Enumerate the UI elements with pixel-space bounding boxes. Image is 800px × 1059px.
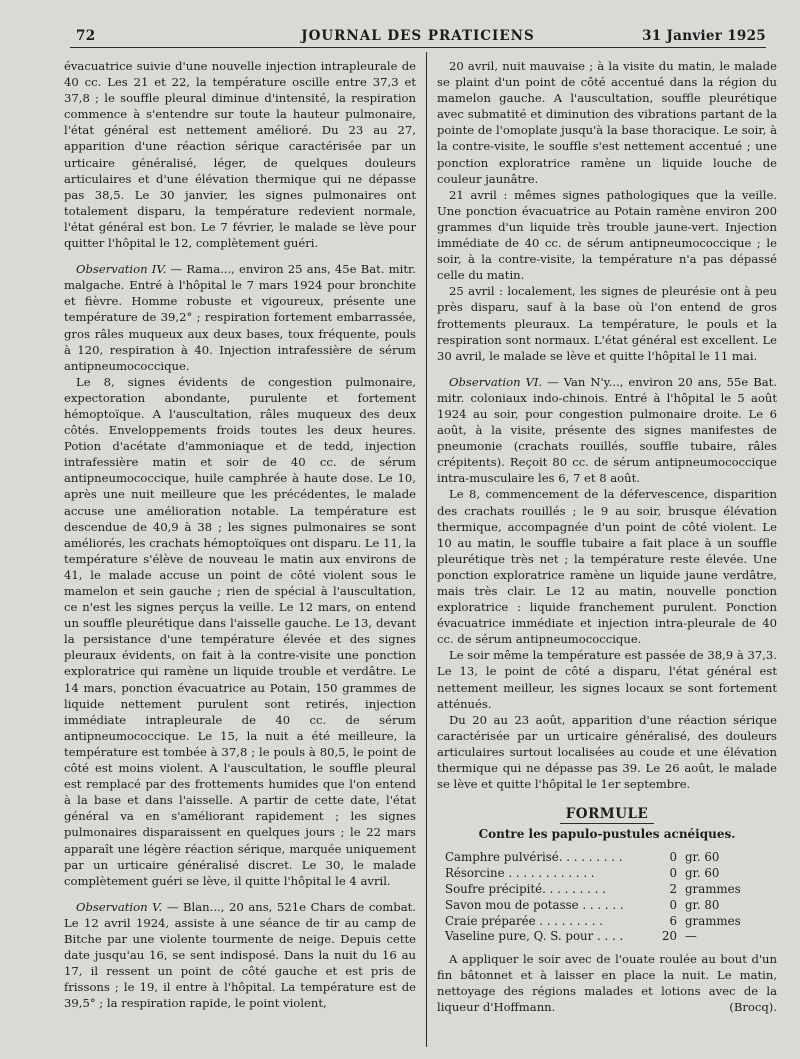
paragraph: Du 20 au 23 août, apparition d'une réaction sérique caractérisée par un urticaire généralisé, des douleurs articulaires surtout localisées au coude et une élévation thermique qui ne dépasse pas 39. Le 26 août, le malade se lève et quitte l'hôpital le 1er septembre. (437, 712, 777, 792)
observation-6 (437, 374, 777, 487)
issue-date: 31 Janvier 1925 (642, 28, 766, 44)
page-number: 72 (76, 28, 96, 44)
formule-signature: (Brocq). (729, 1000, 777, 1015)
paragraph: Le 8, commencement de la défervescence, disparition des crachats rouillés ; le 9 au soir, brusque élévation thermique, accompagnée d'un point de côté violent. Le 10 au matin, le souffle tubaire a fait place à un souffle pleurétique très net ; la température reste élevée. Une ponction exploratrice ramène un liquide jaune verdâtre, mais très clair. Le 12 au matin, nouvelle ponction exploratrice : liquide franchement purulent. Ponction évacuatrice immédiate et injection intra-pleurale de 40 cc. de sérum antipneumococcique. (437, 487, 777, 647)
right-column (437, 58, 777, 1048)
paragraph: 21 avril : mêmes signes pathologiques que la veille. Une ponction évacuatrice au Potain ramène environ 200 grammes d'un liquide très trouble jaune-vert. Injection immédiate de 40 cc. de sérum antipneumococcique ; le soir, à la contre-visite, la température n'a pas dépassé celle du matin. (437, 187, 777, 283)
header-rule (70, 47, 766, 48)
paragraph: 25 avril : localement, les signes de pleurésie ont à peu près disparu, sauf à la base où l'on entend de gros frottements pleuraux. La température, le pouls et la respiration sont normaux. L'état général est excellent. Le 30 avril, le malade se lève et quitte l'hôpital le 11 mai. (437, 284, 777, 363)
paragraph: Le soir même la température est passée de 38,9 à 37,3. Le 13, le point de côté a disparu, l'état général est nettement meilleur, les signes locaux se sont fortement atténués. (437, 648, 777, 711)
journal-title: JOURNAL DES PRATICIENS (301, 28, 535, 44)
recipe-row: Camphre pulvérisé. . . . . . . . . 0 gr. 60 (445, 850, 720, 865)
recipe-row: Vaseline pure, Q. S. pour . . . . 20 — (445, 929, 697, 944)
paragraph: Le 8, signes évidents de congestion pulmonaire, expectoration abondante, purulente et fortement hémoptoïque. A l'auscultation, râles muqueux des deux côtés. Enveloppements froids toutes les deux heures. Potion d'acétate d'ammoniaque et de tedd, injection intrafessière matin et soir de 40 cc. de sérum antipneumococcique, huile camphrée à haute dose. Le 10, après une nuit meilleure que les précédentes, le malade accuse une amélioration notable. La température est descendue de 40,9 à 38 ; les signes pulmonaires se sont améliorés, les crachats hémoptoïques ont disparu. Le 11, la température s'élève de nouveau le matin aux environs de 41, le malade accuse un point de côté violent sous le mamelon et sein gauche ; rien de spécial à l'auscultation, ce n'est les signes perçus la veille. Le 12 mars, on entend un souffle pleurétique dans l'aisselle gauche. Le 13, devant la persistance d'une température élevée et des signes pleuraux évidents, on fait à la contre-visite une ponction exploratrice qui ramène un liquide trouble et verdâtre. Le 14 mars, ponction évacuatrice au Potain, 150 grammes de liquide nettement purulent sont retirés, injection immédiate intrapleurale de 40 cc. de sérum antipneumococcique. Le 15, la nuit a été meilleure, la température est tombée à 37,8 ; le pouls à 80,5, le point de côté est moins violent. A l'auscultation, le souffle pleural est remplacé par des frottements humides que l'on entend à la base et dans l'aisselle. A partir de cette date, l'état général va en s'améliorant rapidement ; les signes pulmonaires disparaissent en quelques jours ; le 22 mars apparaît une légère réaction sérique, marquée uniquement par un urticaire généralisé discret. Le 30, le malade complètement guéri se lève, il quitte l'hôpital le 4 avril. (64, 374, 416, 888)
observation-4 (64, 261, 416, 374)
observation-label: Observation IV. (76, 262, 167, 277)
formule-subtitle: Contre les papulo-pustules acnéiques. (478, 827, 736, 842)
formule-instructions: A appliquer le soir avec de l'ouate roulée au bout d'un fin bâtonnet et à laisser en place la nuit. Le matin, nettoyage des régions malades et lotions avec de la liqueur d'Hoffmann. (Brocq). (437, 952, 777, 1015)
observation-text: — Rama..., environ 25 ans, 45e Bat. mitr. malgache. Entré à l'hôpital le 7 mars 1924 pour bronchite et fièvre. Homme robuste et vigoureux, présente une température de 39,2° ; respiration fortement embarrassée, gros râles muqueux aux deux bases, toux fréquente, pouls à 120, respiration à 40. Injection intrafessière de sérum antipneumococcique. (64, 262, 416, 373)
observation-text: — Blan..., 20 ans, 521e Chars de combat. Le 12 avril 1924, assiste à une séance de tir au camp de Bitche par une violente tourmente de neige. Depuis cette date jusqu'au 16, se sent indisposé. Dans la nuit du 16 au 17, il ressent un point de côté gauche et est pris de frissons ; le 19, il entre à l'hôpital. La température est de 39,5° ; la respiration rapide, le point violent, (64, 899, 416, 1011)
paragraph: évacuatrice suivie d'une nouvelle injection intrapleurale de 40 cc. Les 21 et 22, la température oscille entre 37,3 et 37,8 ; le souffle pleural diminue d'intensité, la respiration commence à s'entendre sur toute la hauteur pulmonaire, l'état général est nettement amélioré. Du 23 au 27, apparition d'une réaction sérique caractérisée par un urticaire généralisé, léger, de quelques douleurs articulaires et d'une élévation thermique qui ne dépasse pas 38,5. Le 30 janvier, les signes pulmonaires ont totalement disparu, la température redevient normale, l'état général est bon. Le 7 février, le malade se lève pour quitter l'hôpital le 12, complètement guéri. (64, 59, 416, 251)
recipe-row: Soufre précipité. . . . . . . . . 2 grammes (445, 882, 741, 896)
recipe-table (445, 850, 741, 945)
column-divider (426, 52, 427, 1047)
observation-label: Observation VI. (449, 374, 543, 389)
observation-label: Observation V. (76, 899, 163, 914)
observation-text: — Van N'y..., environ 20 ans, 55e Bat. mitr. coloniaux indo-chinois. Entré à l'hôpital le 5 août 1924 au soir, pour congestion pulmonaire droite. Le 6 août, à la visite, présente des signes manifestes de pneumonie (crachats rouillés, souffle tubaire, râles crépitents). Reçoit 80 cc. de sérum antipneumococcique intra-musculaire les 6, 7 et 8 août. (437, 374, 777, 486)
formule-title: FORMULE (437, 806, 777, 822)
observation-5 (64, 899, 416, 1012)
paragraph: 20 avril, nuit mauvaise ; à la visite du matin, le malade se plaint d'un point de côté accentué dans la région du mamelon gauche. A l'auscultation, souffle pleurétique avec submatité et diminution des vibrations partant de la pointe de l'omoplate jusqu'à la base thoracique. Le soir, à la contre-visite, le souffle s'est nettement accentué ; une ponction exploratrice ramène un liquide louche de couleur jaunâtre. (437, 59, 777, 186)
recipe-row: Craie préparée . . . . . . . . . 6 grammes (445, 913, 741, 928)
recipe-row: Savon mou de potasse . . . . . . 0 gr. 80 (445, 897, 720, 912)
recipe-row: Résorcine . . . . . . . . . . . . 0 gr. 60 (445, 866, 720, 881)
left-column (64, 58, 416, 1048)
